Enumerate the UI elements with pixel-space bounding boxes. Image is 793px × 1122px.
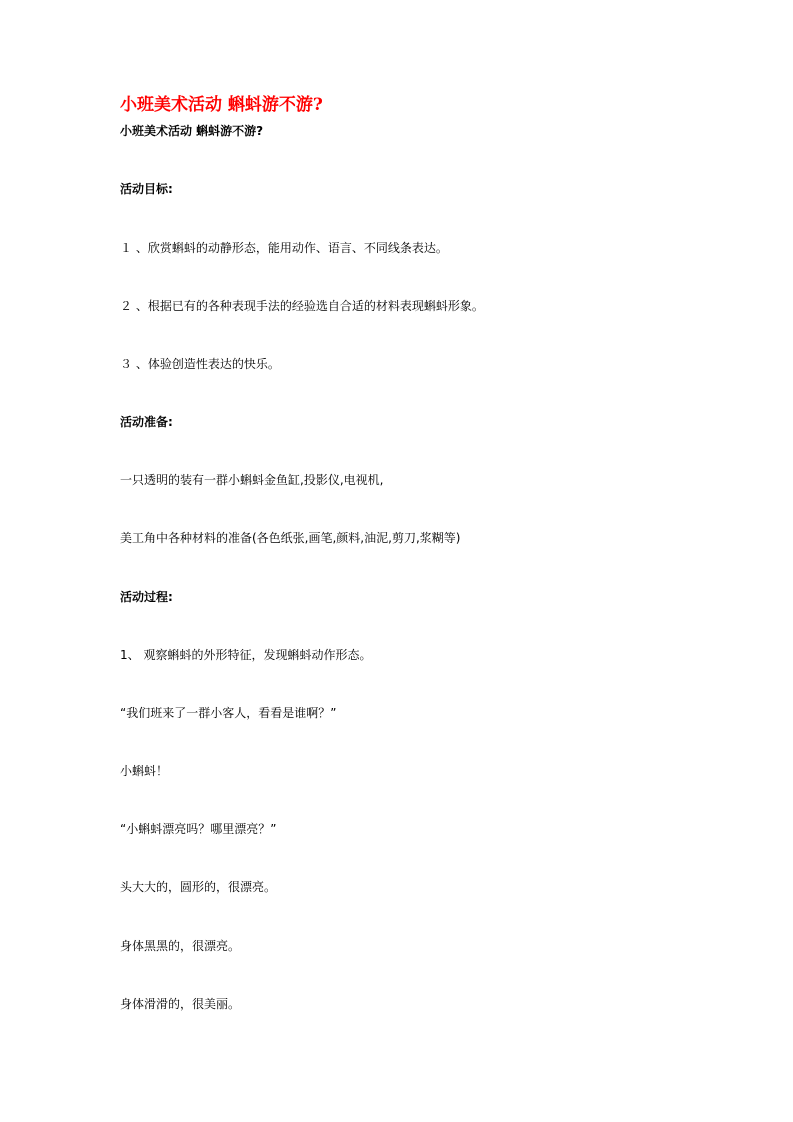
process-step-1: 1、 观察蝌蚪的外形特征，发现蝌蚪动作形态。 — [120, 648, 372, 662]
preparation-item-2: 美工角中各种材料的准备(各色纸张,画笔,颜料,油泥,剪刀,浆糊等) — [120, 531, 461, 545]
document-title: 小班美术活动 蝌蚪游不游? — [120, 95, 323, 115]
process-dialogue-4: 头大大的，圆形的，很漂亮。 — [120, 880, 277, 894]
section-heading-goals: 活动目标: — [120, 182, 173, 196]
goal-item-2: ２ 、根据已有的各种表现手法的经验选自合适的材料表现蝌蚪形象。 — [120, 299, 484, 313]
subtitle: 小班美术活动 蝌蚪游不游? — [120, 124, 264, 138]
process-dialogue-3: “小蝌蚪漂亮吗？哪里漂亮？” — [120, 822, 277, 836]
process-dialogue-1: “我们班来了一群小客人，看看是谁啊？” — [120, 706, 337, 720]
section-heading-preparation: 活动准备: — [120, 415, 173, 429]
goal-item-3: ３ 、体验创造性表达的快乐。 — [120, 357, 280, 371]
preparation-item-1: 一只透明的装有一群小蝌蚪金鱼缸,投影仪,电视机, — [120, 473, 384, 487]
process-dialogue-5: 身体黑黑的，很漂亮。 — [120, 939, 241, 953]
goal-item-1: １ 、欣赏蝌蚪的动静形态，能用动作、语言、不同线条表达。 — [120, 241, 448, 255]
process-dialogue-2: 小蝌蚪！ — [120, 764, 169, 778]
section-heading-process: 活动过程: — [120, 590, 173, 604]
process-dialogue-6: 身体滑滑的，很美丽。 — [120, 997, 241, 1011]
